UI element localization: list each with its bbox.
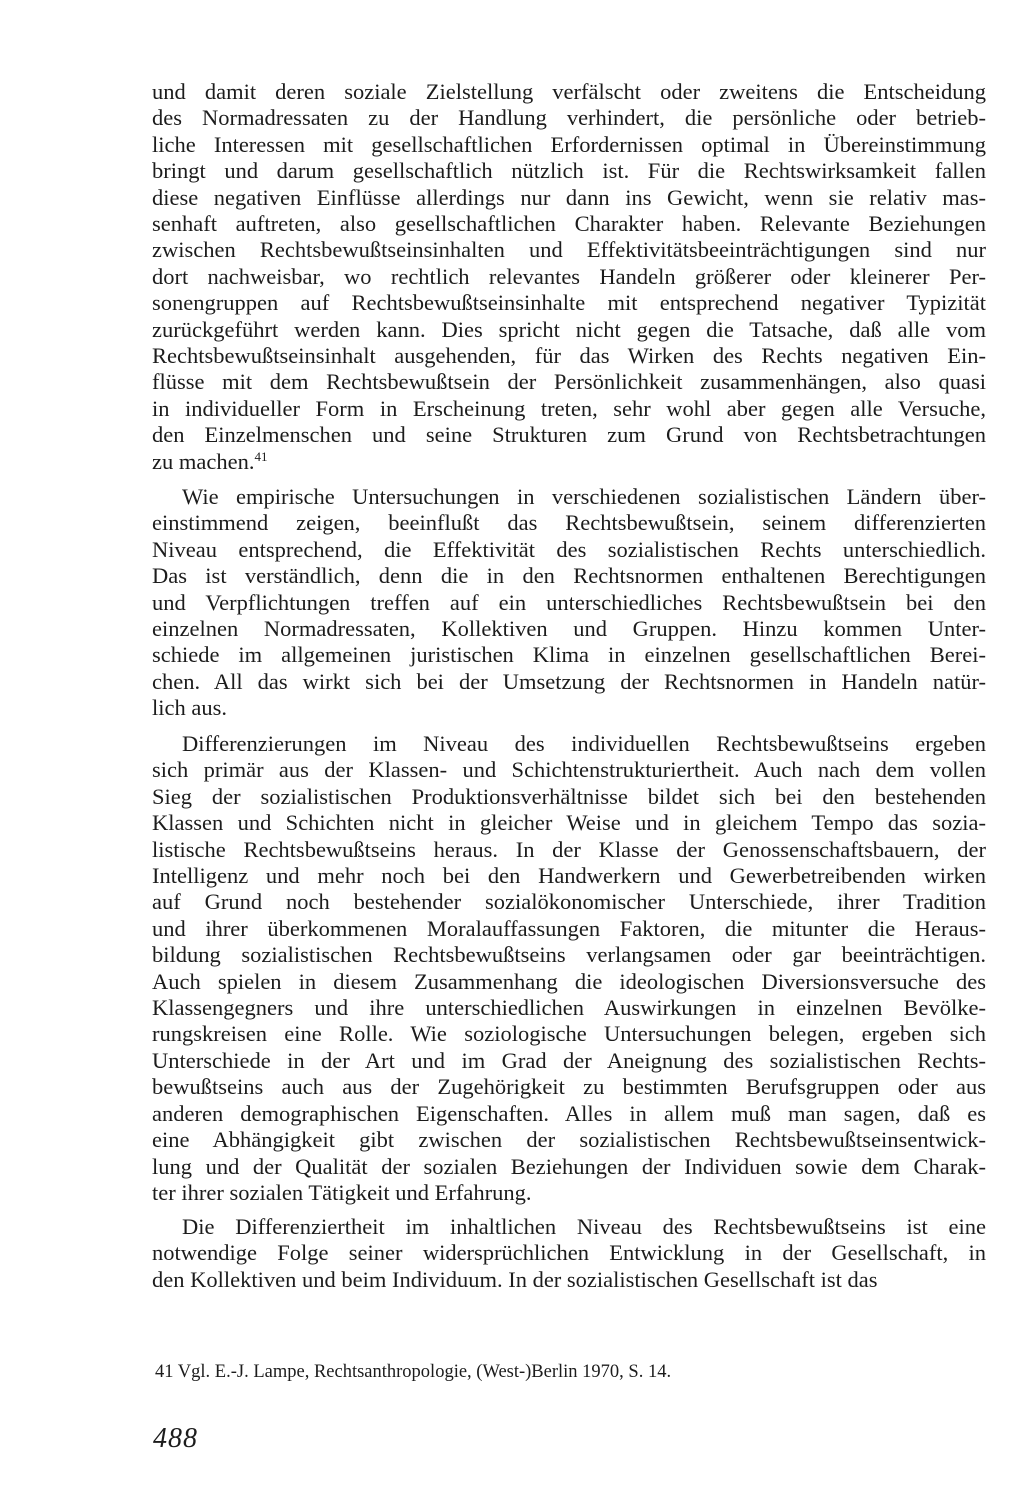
paragraph-3 <box>152 731 986 1206</box>
text-line: Wie empirische Untersuchungen in verschiedenen sozialistischen Ländern über- <box>182 484 986 509</box>
footnote-text: Vgl. E.-J. Lampe, Rechtsanthropologie, (West-)Berlin 1970, S. 14. <box>177 1362 672 1382</box>
text-line: des Normadressaten zu der Handlung verhindert, die persönliche oder betrieb- <box>152 105 986 131</box>
text-line: schiede im allgemeinen juristischen Klima in einzelnen gesellschaftlichen Berei- <box>152 642 986 668</box>
text-line: Klassen und Schichten nicht in gleicher Weise und in gleichem Tempo das sozia- <box>152 810 986 836</box>
text-line: Niveau entsprechend, die Effektivität des sozialistischen Rechts unterschiedlich. <box>152 536 986 562</box>
text-line: eine Abhängigkeit gibt zwischen der sozialistischen Rechtsbewußtseinsentwick- <box>152 1127 986 1153</box>
text-line: listische Rechtsbewußtseins heraus. In der Klasse der Genossenschaftsbauern, der <box>152 836 986 862</box>
paragraph-2 <box>152 484 986 722</box>
text-line: Intelligenz und mehr noch bei den Handwerkern und Gewerbetreibenden wirken <box>152 863 986 889</box>
text-line: ter ihrer sozialen Tätigkeit und Erfahrung. <box>152 1179 532 1205</box>
text-line: bildung sozialistischen Rechtsbewußtseins verlangsamen oder gar beeinträchtigen. <box>152 942 986 968</box>
text-line: in individueller Form in Erscheinung treten, sehr wohl aber gegen alle Versuche, <box>152 395 986 421</box>
text-line: einstimmend zeigen, beeinflußt das Rechtsbewußtsein, seinem differenzierten <box>152 510 986 536</box>
text-line: Auch spielen in diesem Zusammenhang die ideologischen Diversionsversuche des <box>152 968 986 994</box>
text-line: Die Differenziertheit im inhaltlichen Niveau des Rechtsbewußtseins ist eine <box>182 1214 986 1239</box>
text-line: Das ist verständlich, denn die in den Rechtsnormen enthaltenen Berechtigungen <box>152 563 986 589</box>
page-number: 488 <box>153 1423 198 1454</box>
text-line: den Einzelmenschen und seine Strukturen zum Grund von Rechtsbetrachtungen <box>152 422 986 448</box>
text-line: zu machen.$^{41}$ <box>152 448 268 474</box>
text-line: auf Grund noch bestehender sozialökonomischer Unterschiede, ihrer Tradition <box>152 889 986 915</box>
text-line: und damit deren soziale Zielstellung verfälscht oder zweitens die Entscheidung <box>152 79 986 104</box>
paragraph-4 <box>152 1214 986 1293</box>
text-line: Sieg der sozialistischen Produktionsverhältnisse bildet sich bei den bestehenden <box>152 783 986 809</box>
text-line: anderen demographischen Eigenschaften. Alles in allem muß man sagen, daß es <box>152 1100 986 1126</box>
text-line: diese negativen Einflüsse allerdings nur dann ins Gewicht, wenn sie relativ mas- <box>152 184 986 210</box>
text-line: Unterschiede in der Art und im Grad der Aneignung des sozialistischen Rechts- <box>152 1047 986 1073</box>
text-line: lung und der Qualität der sozialen Beziehungen der Individuen sowie dem Charak- <box>152 1153 986 1179</box>
footnote <box>155 1360 671 1384</box>
text-line: einzelnen Normadressaten, Kollektiven und Gruppen. Hinzu kommen Unter- <box>152 616 986 642</box>
paragraph-1 <box>152 79 986 475</box>
text-line: Rechtsbewußtseinsinhalt ausgehenden, für das Wirken des Rechts negativen Ein- <box>152 343 986 369</box>
footnote-number: 41 <box>155 1362 174 1382</box>
text-line: flüsse mit dem Rechtsbewußtsein der Persönlichkeit zusammenhängen, also quasi <box>152 369 986 395</box>
text-line: sich primär aus der Klassen- und Schichtenstrukturiertheit. Auch nach dem vollen <box>152 757 986 783</box>
text-line: und Verpflichtungen treffen auf ein unterschiedliches Rechtsbewußtsein bei den <box>152 589 986 615</box>
text-line: dort nachweisbar, wo rechtlich relevantes Handeln größerer oder kleinerer Per- <box>152 263 986 289</box>
footnote-reference[interactable]: 41 <box>254 448 268 464</box>
text-line: bringt und darum gesellschaftlich nützlich ist. Für die Rechtswirksamkeit fallen <box>152 158 986 184</box>
text-line: chen. All das wirkt sich bei der Umsetzung der Rechtsnormen in Handeln natür- <box>152 668 986 694</box>
text-line: bewußtseins auch aus der Zugehörigkeit zu bestimmten Berufsgruppen oder aus <box>152 1074 986 1100</box>
text-line: zurückgeführt werden kann. Dies spricht nicht gegen die Tatsache, daß alle vom <box>152 316 986 342</box>
text-line: rungskreisen eine Rolle. Wie soziologische Untersuchungen belegen, ergeben sich <box>152 1021 986 1047</box>
text-line: Differenzierungen im Niveau des individuellen Rechtsbewußtseins ergeben <box>182 731 986 756</box>
text-line: liche Interessen mit gesellschaftlichen Erfordernissen optimal in Übereinstimmung <box>152 131 986 157</box>
text-line: Klassengegners und ihre unterschiedlichen Auswirkungen in einzelnen Bevölke- <box>152 995 986 1021</box>
text-line: lich aus. <box>152 695 227 721</box>
text-line: zwischen Rechtsbewußtseinsinhalten und Effektivitätsbeeinträchtigungen sind nur <box>152 237 986 263</box>
text-line: den Kollektiven und beim Individuum. In der sozialistischen Gesellschaft ist das <box>152 1266 878 1292</box>
text-line: notwendige Folge seiner widersprüchlichen Entwicklung in der Gesellschaft, in <box>152 1240 986 1266</box>
text-line: sonengruppen auf Rechtsbewußtseinsinhalte mit entsprechend negativer Typizität <box>152 290 986 316</box>
text-line: und ihrer überkommenen Moralauffassungen Faktoren, die mitunter die Heraus- <box>152 915 986 941</box>
text-line: senhaft auftreten, also gesellschaftlichen Charakter haben. Relevante Beziehungen <box>152 211 986 237</box>
